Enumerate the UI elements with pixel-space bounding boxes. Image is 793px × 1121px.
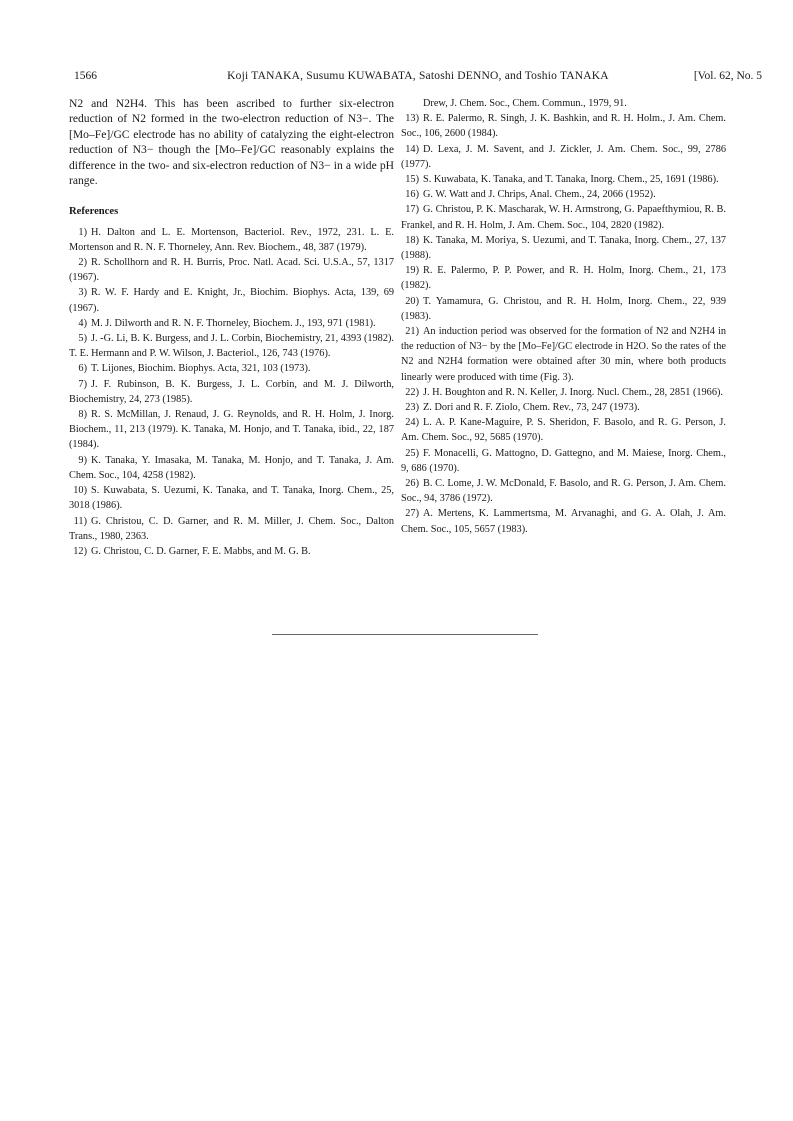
reference-text: S. Kuwabata, S. Uezumi, K. Tanaka, and T. Tanaka, Inorg. Chem., 25, 3018 (1986).: [69, 485, 394, 512]
reference-item: [401, 202, 726, 232]
reference-item: [401, 385, 726, 400]
reference-item: [69, 514, 394, 544]
reference-text: D. Lexa, J. M. Savent, and J. Zickler, J. Am. Chem. Soc., 99, 2786 (1977).: [401, 143, 726, 170]
reference-text: B. C. Lome, J. W. McDonald, F. Basolo, and R. G. Person, J. Am. Chem. Soc., 94, 3786 (1972).: [401, 478, 726, 505]
reference-number: 19): [405, 265, 419, 277]
reference-number: 24): [405, 417, 419, 429]
reference-text: L. A. P. Kane-Maguire, P. S. Sheridon, F. Basolo, and R. G. Person, J. Am. Chem. Soc., 92, 5685 (1970).: [401, 417, 726, 444]
reference-text: T. Lijones, Biochim. Biophys. Acta, 321, 103 (1973).: [91, 363, 311, 375]
reference-text: R. E. Palermo, R. Singh, J. K. Bashkin, and R. H. Holm., J. Am. Chem. Soc., 106, 2600 (1984).: [401, 113, 726, 140]
reference-number: 25): [405, 447, 419, 459]
reference-number: 13): [405, 113, 419, 125]
reference-number: 23): [405, 402, 419, 414]
reference-text: G. W. Watt and J. Chrips, Anal. Chem., 24, 2066 (1952).: [423, 189, 656, 201]
reference-number: 11): [73, 515, 87, 527]
reference-text: R. W. F. Hardy and E. Knight, Jr., Biochim. Biophys. Acta, 139, 69 (1967).: [69, 287, 394, 314]
reference-number: 2): [78, 257, 87, 269]
reference-text: A. Mertens, K. Lammertsma, M. Arvanaghi, and G. A. Olah, J. Am. Chem. Soc., 105, 5657 (1983).: [401, 508, 726, 535]
reference-number: 14): [405, 143, 419, 155]
reference-item: [69, 361, 394, 376]
reference-number: 26): [405, 478, 419, 490]
reference-item: [401, 476, 726, 506]
reference-text: R. E. Palermo, P. P. Power, and R. H. Holm, Inorg. Chem., 21, 173 (1982).: [401, 265, 726, 292]
reference-item: [69, 544, 394, 559]
reference-item: [401, 233, 726, 263]
reference-item: [69, 255, 394, 285]
reference-text: R. Schollhorn and R. H. Burris, Proc. Natl. Acad. Sci. U.S.A., 57, 1317 (1967).: [69, 257, 394, 284]
reference-item: [401, 96, 726, 111]
right-column: [401, 96, 726, 537]
reference-number: 22): [405, 386, 419, 398]
reference-number: 15): [405, 174, 419, 186]
reference-text: G. Christou, C. D. Garner, F. E. Mabbs, and M. G. B.: [91, 545, 311, 557]
reference-item: [401, 446, 726, 476]
reference-item: [401, 263, 726, 293]
reference-item: [401, 142, 726, 172]
intro-paragraph: N2 and N2H4. This has been ascribed to further six-electron reduction of N2 formed in the two-electron reduction of N3−. The [Mo–Fe]/GC electrode has no ability of catalyzing the eight-electron reduction of N3− though the [Mo–Fe]/GC reasonably explains the difference in the two- and six-electron reduction of N3− in a wide pH range.: [69, 97, 394, 188]
reference-text: M. J. Dilworth and R. N. F. Thorneley, Biochem. J., 193, 971 (1981).: [91, 317, 376, 329]
reference-number: 21): [405, 326, 419, 338]
reference-item: [401, 294, 726, 324]
reference-item: [69, 316, 394, 331]
reference-text: J. F. Rubinson, B. K. Burgess, J. L. Corbin, and M. J. Dilworth, Biochemistry, 24, 273 (1985).: [69, 378, 394, 405]
reference-item: [69, 285, 394, 315]
page-number: 1566: [74, 70, 97, 82]
reference-item: [69, 377, 394, 407]
volume-info: [Vol. 62, No. 5: [693, 70, 762, 82]
references-list-right: [401, 96, 726, 537]
references-list-left: [69, 225, 394, 559]
reference-item: [401, 400, 726, 415]
reference-number: 12): [73, 545, 87, 557]
reference-item: [401, 172, 726, 187]
reference-item: [401, 187, 726, 202]
reference-number: 3): [78, 287, 87, 299]
reference-text: J. H. Boughton and R. N. Keller, J. Inorg. Nucl. Chem., 28, 2851 (1966).: [423, 386, 723, 398]
reference-text: F. Monacelli, G. Mattogno, D. Gattegno, and M. Maiese, Inorg. Chem., 9, 686 (1970).: [401, 447, 726, 474]
running-header: [74, 70, 762, 86]
reference-text: G. Christou, C. D. Garner, and R. M. Miller, J. Chem. Soc., Dalton Trans., 1980, 2363.: [69, 515, 394, 542]
reference-item: [69, 483, 394, 513]
reference-number: 27): [405, 508, 419, 520]
reference-number: 1): [78, 226, 87, 238]
reference-number: 6): [78, 363, 87, 375]
running-authors: Koji TANAKA, Susumu KUWABATA, Satoshi DENNO, and Toshio TANAKA: [227, 70, 609, 82]
reference-number: 17): [405, 204, 419, 216]
reference-item: [69, 407, 394, 453]
reference-item: [69, 331, 394, 361]
reference-item: [401, 415, 726, 445]
reference-number: 7): [78, 378, 87, 390]
reference-text: R. S. McMillan, J. Renaud, J. G. Reynolds, and R. H. Holm, J. Inorg. Biochem., 11, 213 (1979). K. Tanaka, M. Honjo, and T. Tanaka, ibid., 22, 187 (1984).: [69, 409, 394, 451]
reference-number: 16): [405, 189, 419, 201]
reference-item: [69, 453, 394, 483]
reference-text: An induction period was observed for the formation of N2 and N2H4 in the reduction of N3− by the [Mo–Fe]/GC electrode in H2O. So the rates of the N2 and N2H4 formation were obtained after 30 min, where both products linearly were produced with time (Fig. 3).: [401, 326, 726, 383]
reference-text: Z. Dori and R. F. Ziolo, Chem. Rev., 73, 247 (1973).: [423, 402, 640, 414]
left-column: [69, 96, 394, 559]
end-rule: [272, 634, 538, 635]
reference-number: 20): [405, 295, 419, 307]
reference-text: J. -G. Li, B. K. Burgess, and J. L. Corbin, Biochemistry, 21, 4393 (1982). T. E. Hermann and P. W. Wilson, J. Bacteriol., 126, 743 (1976).: [69, 333, 394, 360]
reference-number: 10): [73, 485, 87, 497]
reference-item: [401, 506, 726, 536]
reference-text: T. Yamamura, G. Christou, and R. H. Holm, Inorg. Chem., 22, 939 (1983).: [401, 295, 726, 322]
reference-text: S. Kuwabata, K. Tanaka, and T. Tanaka, Inorg. Chem., 25, 1691 (1986).: [423, 174, 719, 186]
reference-text: K. Tanaka, M. Moriya, S. Uezumi, and T. Tanaka, Inorg. Chem., 27, 137 (1988).: [401, 234, 726, 262]
reference-item: [401, 324, 726, 385]
reference-text: G. Christou, P. K. Mascharak, W. H. Armstrong, G. Papaefthymiou, R. B. Frankel, and R. H. Holm, J. Am. Chem. Soc., 104, 2820 (1982).: [401, 204, 726, 231]
reference-number: 18): [405, 234, 419, 246]
reference-number: 5): [78, 333, 87, 345]
reference-text: K. Tanaka, Y. Imasaka, M. Tanaka, M. Honjo, and T. Tanaka, J. Am. Chem. Soc., 104, 4258 (1982).: [69, 454, 394, 481]
reference-number: 9): [78, 454, 87, 466]
reference-text: H. Dalton and L. E. Mortenson, Bacteriol. Rev., 1972, 231. L. E. Mortenson and R. N. F. Thorneley, Ann. Rev. Biochem., 48, 387 (1979).: [69, 226, 394, 253]
reference-item: [401, 111, 726, 141]
reference-item: [69, 225, 394, 255]
references-heading: References: [69, 206, 119, 218]
reference-text: Drew, J. Chem. Soc., Chem. Commun., 1979, 91.: [423, 98, 627, 109]
reference-number: 8): [78, 409, 87, 421]
reference-number: 4): [78, 317, 87, 329]
